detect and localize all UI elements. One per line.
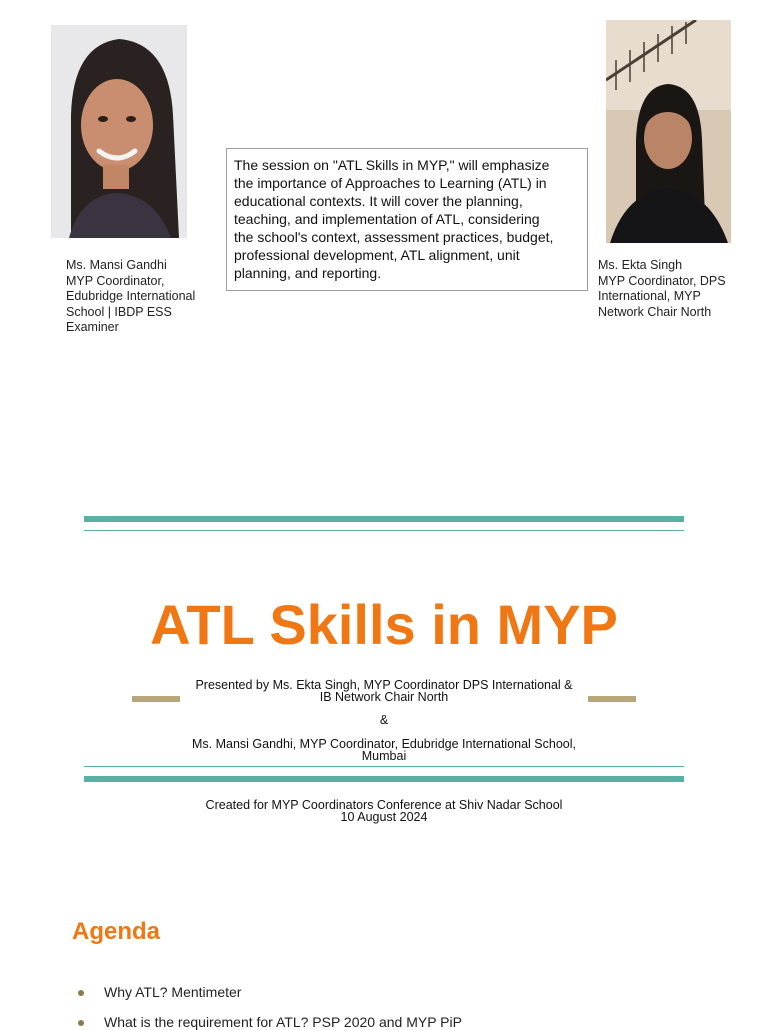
main-title: ATL Skills in MYP [150,593,618,656]
ampersand-text: & [379,713,389,727]
session-line: the school's context, assessment practices, budget, [234,229,554,245]
speaker-photo-ekta-singh [606,20,731,243]
session-line: the importance of Approaches to Learning (ATL) in [234,175,547,191]
copresenter-line: Ms. Mansi Gandhi, MYP Coordinator, Edubridge International School, [191,737,576,751]
bottom-divider-thick [84,776,684,782]
caption-line: School | IBDP ESS [66,304,172,319]
speaker-caption-right [598,258,726,320]
caption-line: MYP Coordinator, DPS [598,273,726,288]
presenter-line: Presented by Ms. Ekta Singh, MYP Coordinator DPS International & [195,678,573,692]
created-date-line: 10 August 2024 [340,810,428,824]
caption-line: International, MYP [598,289,701,303]
speaker-photo-mansi-gandhi [51,25,187,238]
session-line: professional development, ATL alignment, unit [234,247,520,263]
top-divider-thick [84,516,684,522]
session-line: educational contexts. It will cover the planning, [234,193,523,209]
session-description-box [226,148,588,291]
bullet-icon [78,1020,84,1026]
bullet-icon [78,990,84,996]
caption-line: Network Chair North [598,304,712,319]
agenda-item-text: What is the requirement for ATL? PSP 2020 and MYP PiP [104,1014,462,1030]
caption-line: MYP Coordinator, [66,273,165,288]
top-divider-thin [84,530,684,531]
copresenter-line: Mumbai [361,749,407,763]
session-line: teaching, and implementation of ATL, considering [234,211,540,227]
agenda-item [78,1014,462,1030]
caption-line: Ms. Mansi Gandhi [66,258,167,272]
caption-line: Edubridge International [66,289,196,303]
bottom-divider-thin [84,766,684,767]
session-line: planning, and reporting. [234,265,382,281]
created-for-line: Created for MYP Coordinators Conference at Shiv Nadar School [205,798,563,812]
speaker-caption-left [66,258,195,336]
caption-line: Ms. Ekta Singh [598,258,683,272]
caption-line: Examiner [66,320,119,334]
agenda-item-text: Why ATL? Mentimeter [104,984,242,1000]
agenda-heading: Agenda [72,918,161,945]
session-line: The session on "ATL Skills in MYP," will emphasize [234,157,550,173]
agenda-item [78,984,241,1000]
presenter-line: IB Network Chair North [319,690,449,704]
